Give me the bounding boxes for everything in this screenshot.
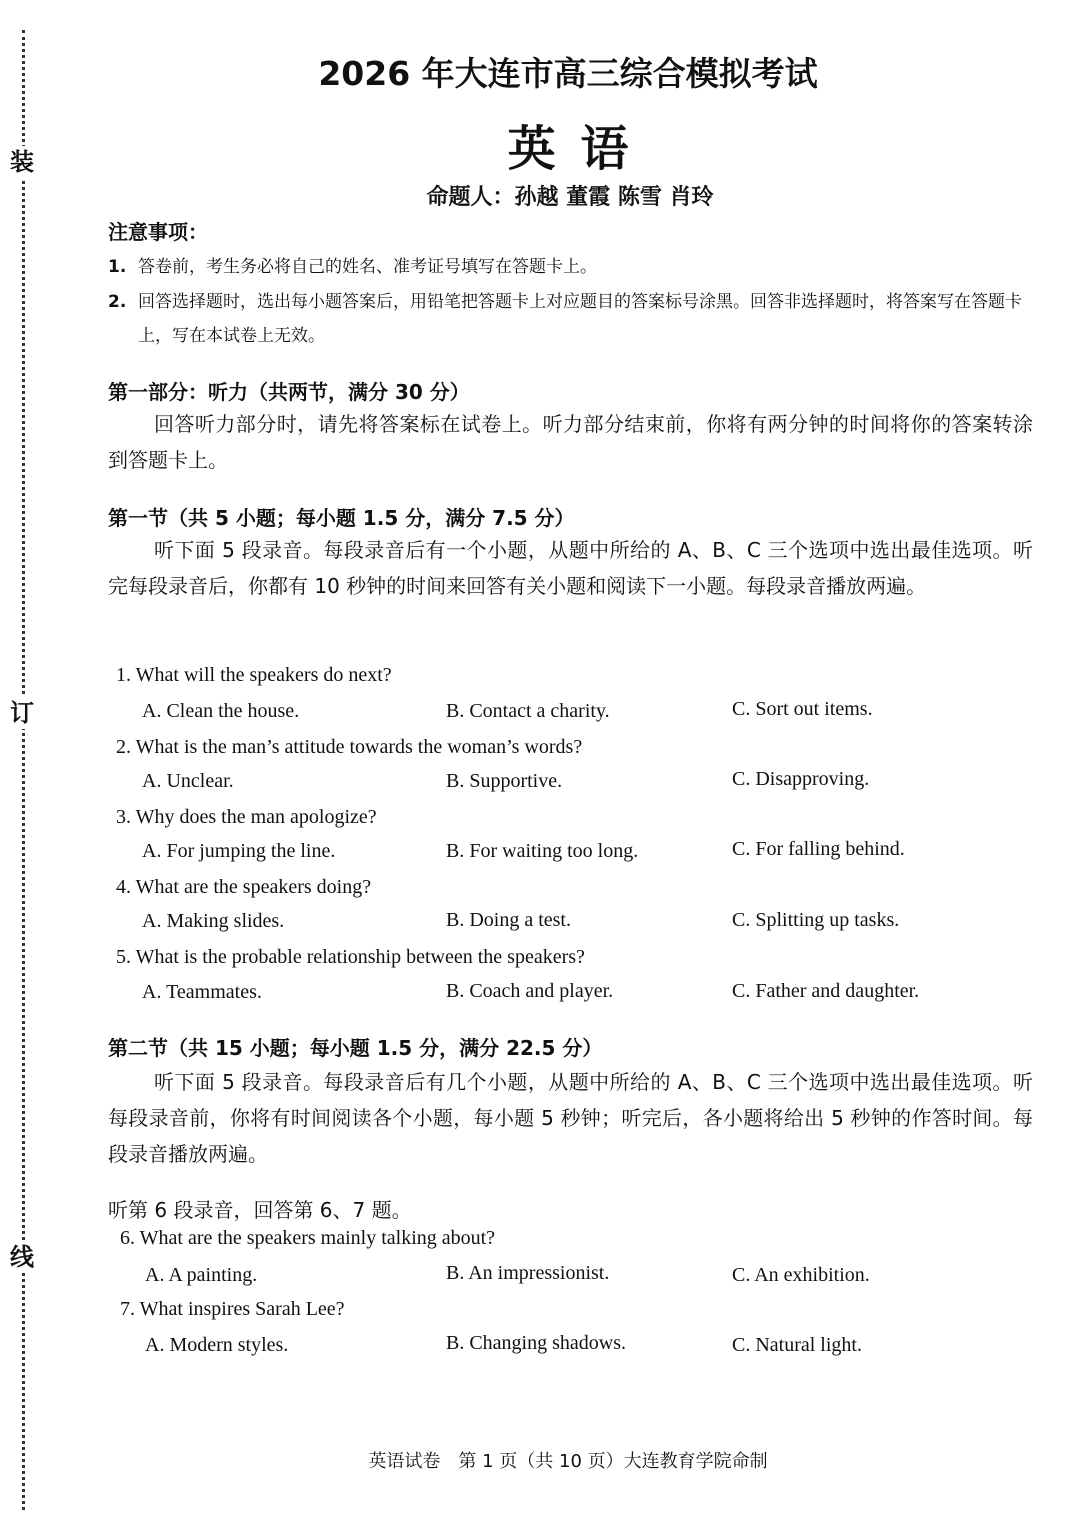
question-4-option-a: A. Making slides.: [142, 910, 285, 932]
binding-label-ding: 订: [6, 697, 38, 729]
section2-heading: 第二节（共 15 小题；每小题 1.5 分，满分 22.5 分）: [108, 1036, 603, 1060]
question-1-option-a: A. Clean the house.: [142, 700, 300, 722]
notice-title: 注意事项：: [108, 220, 208, 244]
question-3-option-c: C. For falling behind.: [732, 838, 905, 860]
notice-item-1: [108, 250, 1038, 284]
exam-title: 2026 年大连市高三综合模拟考试: [318, 54, 818, 93]
question-6-option-a: A. A painting.: [145, 1264, 258, 1286]
part1-intro: 回答听力部分时，请先将答案标在试卷上。听力部分结束前，你将有两分钟的时间将你的答案转涂到答题卡上。: [108, 412, 1033, 472]
question-2-option-a: A. Unclear.: [142, 770, 234, 792]
page-footer: 英语试卷 第 1 页（共 10 页）大连教育学院命制: [368, 1451, 768, 1472]
question-1-stem: 1. What will the speakers do next?: [116, 664, 392, 686]
question-5-stem: 5. What is the probable relationship between the speakers?: [116, 946, 585, 968]
question-7-option-a: A. Modern styles.: [145, 1334, 289, 1356]
notice-item-text: 答卷前，考生务必将自己的姓名、准考证号填写在答题卡上。: [138, 257, 597, 277]
section1-heading: 第一节（共 5 小题；每小题 1.5 分，满分 7.5 分）: [108, 506, 575, 530]
question-4-stem: 4. What are the speakers doing?: [116, 876, 372, 898]
question-5-option-a: A. Teammates.: [142, 981, 262, 1003]
group-6-instruction: 听第 6 段录音，回答第 6、7 题。: [108, 1198, 412, 1222]
authors-line: 命题人：孙越 董霞 陈雪 肖玲: [426, 185, 714, 210]
notice-item-num: 2.: [108, 292, 127, 312]
subject-title: 英 语: [507, 121, 633, 177]
question-6-stem: 6. What are the speakers mainly talking about?: [120, 1227, 496, 1249]
question-7-option-c: C. Natural light.: [732, 1334, 862, 1356]
question-6-option-c: C. An exhibition.: [732, 1264, 870, 1286]
question-3-option-b: B. For waiting too long.: [446, 840, 639, 862]
question-4-option-c: C. Splitting up tasks.: [732, 909, 900, 931]
question-1-option-c: C. Sort out items.: [732, 698, 873, 720]
question-6-option-b: B. An impressionist.: [446, 1262, 610, 1284]
question-2-option-b: B. Supportive.: [446, 770, 563, 792]
binding-dotted-line: [22, 30, 25, 1510]
binding-label-zhuang: 装: [6, 146, 38, 178]
notice-item-2: [108, 285, 1038, 353]
question-3-option-a: A. For jumping the line.: [142, 840, 336, 862]
section1-intro: 听下面 5 段录音。每段录音后有一个小题，从题中所给的 A、B、C 三个选项中选出最佳选项。听完每段录音后，你都有 10 秒钟的时间来回答有关小题和阅读下一小题。每段录音播放两遍。: [108, 538, 1033, 598]
binding-label-xian: 线: [6, 1241, 38, 1273]
question-7-option-b: B. Changing shadows.: [446, 1332, 626, 1354]
question-5-option-c: C. Father and daughter.: [732, 980, 920, 1002]
question-2-stem: 2. What is the man’s attitude towards the woman’s words?: [116, 736, 583, 758]
question-3-stem: 3. Why does the man apologize?: [116, 806, 377, 828]
question-4-option-b: B. Doing a test.: [446, 909, 571, 931]
question-1-option-b: B. Contact a charity.: [446, 700, 610, 722]
part1-heading: 第一部分：听力（共两节，满分 30 分）: [108, 380, 470, 404]
notice-item-num: 1.: [108, 257, 127, 277]
section2-intro: 听下面 5 段录音。每段录音后有几个小题，从题中所给的 A、B、C 三个选项中选出最佳选项。听每段录音前，你将有时间阅读各个小题，每小题 5 秒钟；听完后，各小题将给出 5 秒钟的作答时间。每段录音播放两遍。: [108, 1070, 1033, 1166]
question-5-option-b: B. Coach and player.: [446, 980, 614, 1002]
question-2-option-c: C. Disapproving.: [732, 768, 870, 790]
notice-item-text: 回答选择题时，选出每小题答案后，用铅笔把答题卡上对应题目的答案标号涂黑。回答非选择题时，将答案写在答题卡上，写在本试卷上无效。: [138, 292, 1022, 346]
question-7-stem: 7. What inspires Sarah Lee?: [120, 1298, 345, 1320]
